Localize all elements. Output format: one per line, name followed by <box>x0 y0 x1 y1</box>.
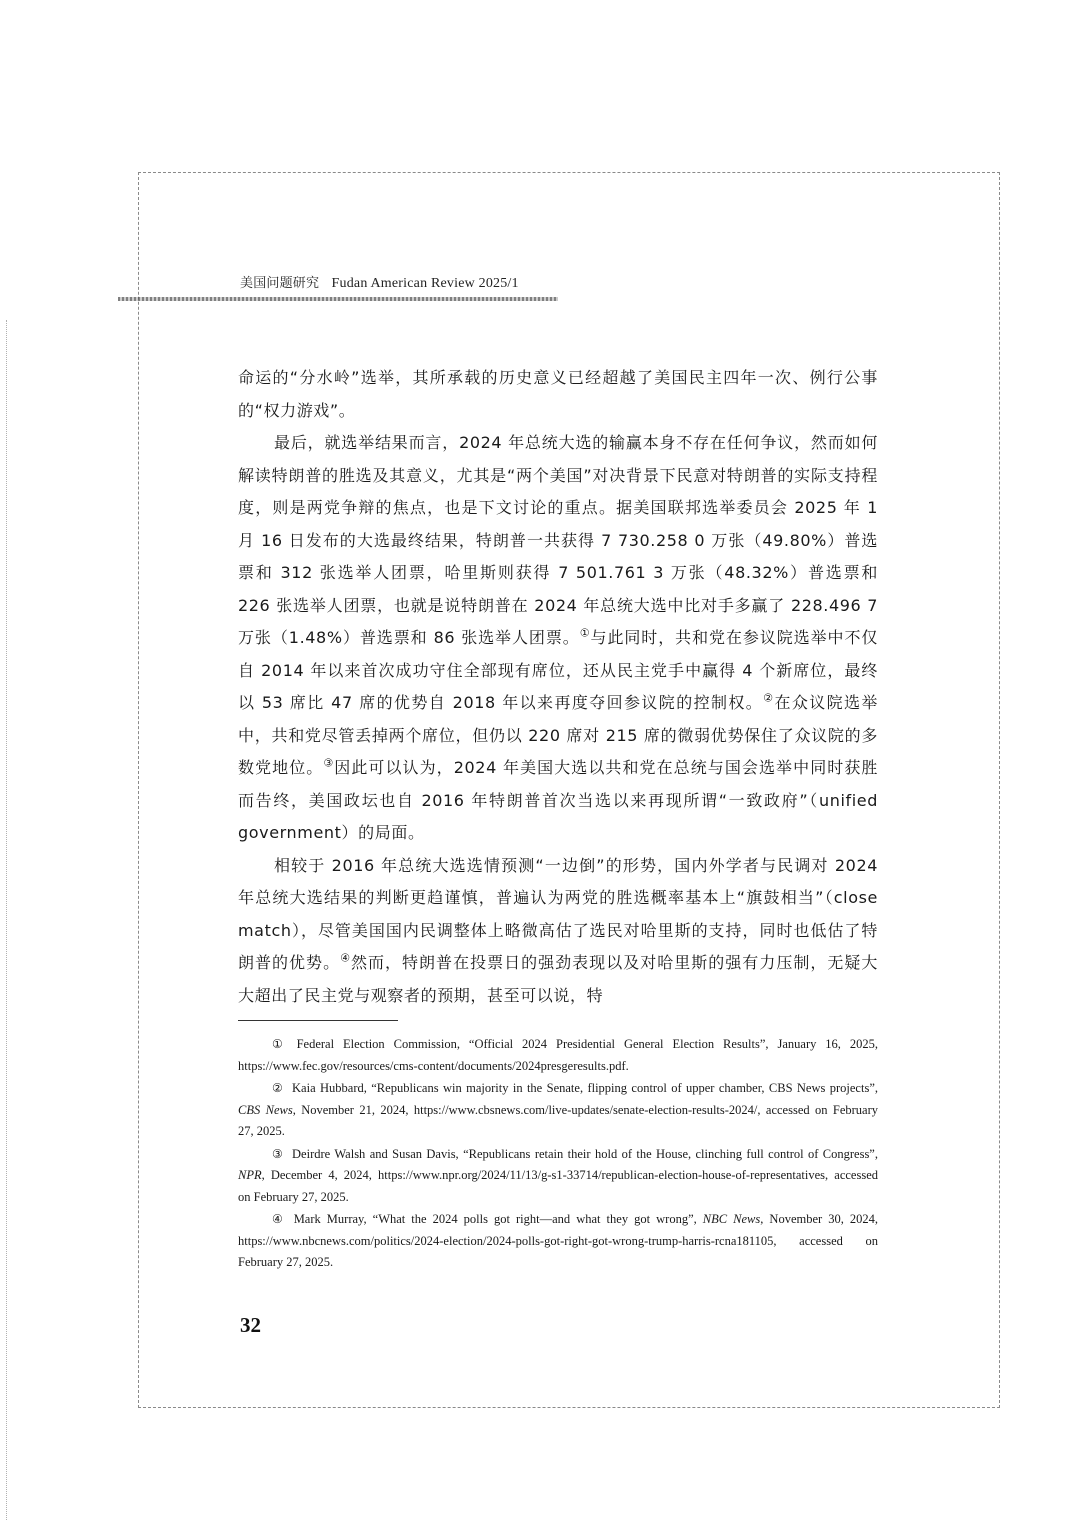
footnote-text: Deirdre Walsh and Susan Davis, “Republicans retain their hold of the House, clinching full control of Congress”, <box>292 1146 878 1161</box>
body-paragraph-3 <box>238 850 878 1013</box>
footnote-number: ① <box>272 1037 289 1051</box>
footnote-number: ③ <box>272 1146 285 1161</box>
paragraph-text: 最后，就选举结果而言，2024 年总统大选的输赢本身不存在任何争议，然而如何解读特朗普的胜选及其意义，尤其是“两个美国”对决背景下民意对特朗普的实际支持程度，则是两党争辩的焦点，也是下文讨论的重点。据美国联邦选举委员会 2025 年 1 月 16 日发布的大选最终结果，特朗普一共获得 7 730.258 0 万张（49.80%）普选票和 312 张选举人团票，哈里斯则获得 7 501.761 3 万张（48.32%）普选票和 226 张选举人团票，也就是说特朗普在 2024 年总统大选中比对手多赢了 228.496 7 万张（1.48%）普选票和 86 张选举人团票。 <box>238 433 878 647</box>
journal-title-chinese: 美国问题研究 <box>240 276 320 291</box>
footnote-2 <box>238 1078 878 1143</box>
footnote-text: Mark Murray, “What the 2024 polls got right—and what they got wrong”, <box>293 1212 703 1226</box>
body-paragraph-1 <box>238 362 878 427</box>
footnote-text: Kaia Hubbard, “Republicans win majority in the Senate, flipping control of upper chamber, CBS News projects”, <box>292 1081 878 1095</box>
paragraph-text: 因此可以认为，2024 年美国大选以共和党在总统与国会选举中同时获胜而告终，美国政坛也自 2016 年特朗普首次当选以来再现所谓“一致政府”（unified government）的局面。 <box>238 758 878 842</box>
footnote-separator <box>238 1020 398 1021</box>
paragraph-text: 命运的“分水岭”选举，其所承载的历史意义已经超越了美国民主四年一次、例行公事的“权力游戏”。 <box>238 368 878 420</box>
footnote-text: , December 4, 2024, https://www.npr.org/2024/11/13/g-s1-33714/republican-election-house-of-representatives, accessed on February 27, 2025. <box>238 1168 878 1204</box>
footnote-reference[interactable]: ① <box>579 626 591 640</box>
paragraph-text: 相较于 2016 年总统大选选情预测“一边倒”的形势，国内外学者与民调对 2024 年总统大选结果的判断更趋谨慎，普遍认为两党的胜选概率基本上“旗鼓相当”（close match），尽管美国国内民调整体上略微高估了选民对哈里斯的支持，同时也低估了特朗普的优势。 <box>238 855 878 972</box>
journal-title-english: Fudan American Review 2025/1 <box>331 276 519 291</box>
page-number: 32 <box>240 1313 261 1337</box>
footnote-reference[interactable]: ③ <box>323 756 335 770</box>
footnotes-section <box>238 1034 878 1275</box>
footnote-3 <box>238 1144 878 1209</box>
footnote-number: ④ <box>272 1212 286 1226</box>
footnote-1 <box>238 1034 878 1077</box>
scan-edge-artifact <box>6 320 10 1520</box>
footnote-source: NPR <box>238 1168 262 1182</box>
header-rule <box>118 297 558 301</box>
paragraph-text: 在众议院选举中，共和党尽管丢掉两个席位，但仍以 220 席对 215 席的微弱优势保住了众议院的多数党地位。 <box>238 693 879 777</box>
paragraph-text: 然而，特朗普在投票日的强劲表现以及对哈里斯的强有力压制，无疑大大超出了民主党与观察者的预期，甚至可以说，特 <box>238 953 879 1005</box>
footnote-4 <box>238 1209 878 1274</box>
main-body-text <box>238 362 878 1012</box>
footnote-text: , November 30, 2024, https://www.nbcnews.com/politics/2024-election/2024-polls-got-right-got-wrong-trump-harris-rcna181105, accessed on February 27, 2025. <box>238 1212 879 1269</box>
footnote-source: CBS News <box>238 1102 293 1117</box>
footnote-text: Federal Election Commission, “Official 2024 Presidential General Election Results”, January 16, 2025, https://www.fec.gov/resources/cms-content/documents/2024presgeresults.pdf. <box>238 1037 879 1073</box>
footnote-source: NBC News <box>702 1212 761 1226</box>
body-paragraph-2 <box>238 427 878 850</box>
footnote-reference[interactable]: ② <box>763 691 775 705</box>
footnote-text: , November 21, 2024, https://www.cbsnews.com/live-updates/senate-election-results-2024/, accessed on February 27, 2025. <box>238 1102 879 1138</box>
footnote-number: ② <box>272 1081 285 1095</box>
footnote-reference[interactable]: ④ <box>340 951 351 965</box>
running-header <box>240 272 519 292</box>
paragraph-text: 与此同时，共和党在参议院选举中不仅自 2014 年以来首次成功守住全部现有席位，还从民主党手中赢得 4 个新席位，最终以 53 席比 47 席的优势自 2018 年以来再度夺回参议院的控制权。 <box>238 628 879 712</box>
